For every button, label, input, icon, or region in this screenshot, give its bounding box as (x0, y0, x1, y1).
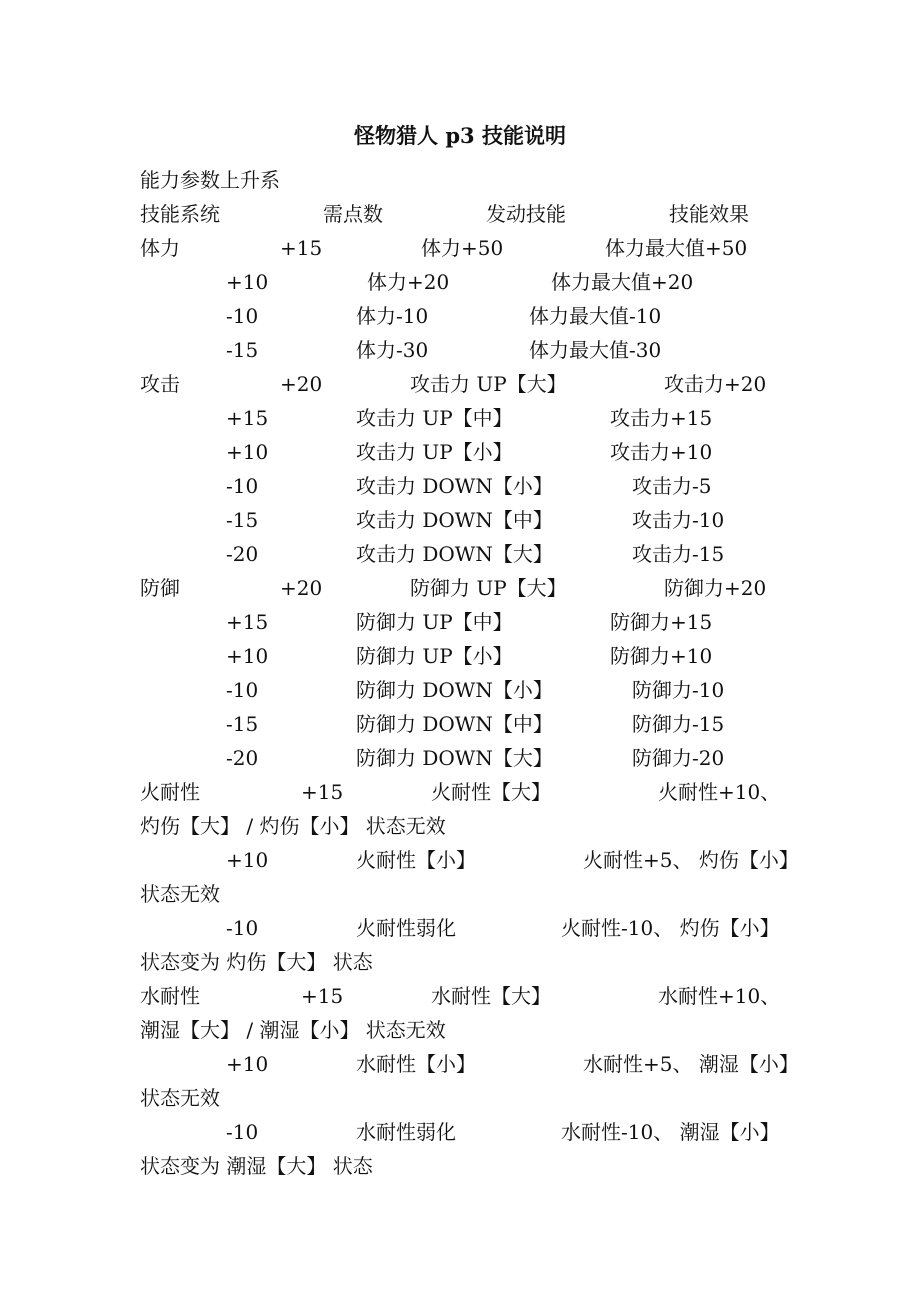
table-header (0, 197, 920, 231)
skill-name: 攻击力 DOWN【中】 (356, 508, 553, 532)
table-row (0, 673, 920, 707)
table-row-continuation (0, 1013, 920, 1047)
skill-name: 防御力 DOWN【大】 (356, 746, 553, 770)
skill-name: 火耐性【大】 (431, 780, 551, 804)
table-row (0, 333, 920, 367)
header-points: 需点数 (323, 202, 383, 226)
table-row-continuation (0, 945, 920, 979)
skill-effect: 水耐性-10、 潮湿【小】 (561, 1120, 780, 1144)
skill-name: 体力-30 (356, 338, 429, 362)
table-row (0, 503, 920, 537)
effect-continuation: 状态变为 潮湿【大】 状态 (140, 1154, 373, 1178)
skill-effect: 防御力+20 (664, 576, 767, 600)
table-row-continuation (0, 877, 920, 911)
effect-continuation: 状态无效 (140, 882, 220, 906)
skill-points: -10 (226, 916, 259, 940)
table-row (0, 979, 920, 1013)
skill-effect: 体力最大值-10 (529, 304, 662, 328)
skill-effect: 防御力+10 (610, 644, 713, 668)
header-system: 技能系统 (140, 202, 220, 226)
table-row (0, 639, 920, 673)
table-row-continuation (0, 1081, 920, 1115)
skill-name: 火耐性【小】 (356, 848, 476, 872)
table-row (0, 571, 920, 605)
skill-effect: 攻击力+15 (610, 406, 713, 430)
table-row (0, 435, 920, 469)
skill-effect: 防御力-15 (632, 712, 725, 736)
skill-points: -10 (226, 1120, 259, 1144)
skill-name: 防御力 UP【小】 (356, 644, 513, 668)
skill-name: 攻击力 UP【大】 (410, 372, 567, 396)
table-row (0, 367, 920, 401)
skill-points: +15 (280, 236, 323, 260)
skill-name: 水耐性弱化 (356, 1120, 456, 1144)
header-skill: 发动技能 (486, 202, 566, 226)
table-row (0, 265, 920, 299)
skill-name: 防御力 DOWN【中】 (356, 712, 553, 736)
skill-points: -10 (226, 474, 259, 498)
table-row (0, 401, 920, 435)
skill-points: +15 (301, 780, 344, 804)
skill-name: 防御力 UP【大】 (410, 576, 567, 600)
skill-name: 水耐性【大】 (431, 984, 551, 1008)
effect-continuation: 潮湿【大】 / 潮湿【小】 状态无效 (140, 1018, 446, 1042)
table-row (0, 911, 920, 945)
document-title: 怪物猎人 p3 技能说明 (354, 123, 566, 148)
skill-effect: 攻击力+10 (610, 440, 713, 464)
table-row (0, 843, 920, 877)
effect-continuation: 状态无效 (140, 1086, 220, 1110)
skill-points: +10 (226, 270, 269, 294)
skill-effect: 火耐性+5、 灼伤【小】 (583, 848, 799, 872)
skill-effect: 防御力-20 (632, 746, 725, 770)
skill-points: +10 (226, 440, 269, 464)
skill-points: +15 (301, 984, 344, 1008)
table-row (0, 469, 920, 503)
effect-continuation: 灼伤【大】 / 灼伤【小】 状态无效 (140, 814, 446, 838)
skill-points: +10 (226, 1052, 269, 1076)
skill-points: -10 (226, 304, 259, 328)
skill-system: 防御 (140, 576, 180, 600)
skill-system: 水耐性 (140, 984, 200, 1008)
skill-effect: 火耐性+10、 (658, 780, 781, 804)
skill-points: +15 (226, 610, 269, 634)
section-heading (0, 163, 920, 197)
skill-effect: 体力最大值+50 (605, 236, 748, 260)
skill-name: 攻击力 UP【小】 (356, 440, 513, 464)
skill-name: 火耐性弱化 (356, 916, 456, 940)
table-row (0, 537, 920, 571)
table-row (0, 1115, 920, 1149)
section-label: 能力参数上升系 (140, 168, 280, 192)
skill-name: 体力+50 (421, 236, 504, 260)
skill-points: +15 (226, 406, 269, 430)
skill-points: +20 (280, 576, 323, 600)
skill-effect: 防御力-10 (632, 678, 725, 702)
skill-points: +10 (226, 848, 269, 872)
table-row (0, 741, 920, 775)
skill-points: +10 (226, 644, 269, 668)
skill-points: -15 (226, 338, 259, 362)
skill-name: 攻击力 UP【中】 (356, 406, 513, 430)
table-row (0, 775, 920, 809)
skill-points: -20 (226, 542, 259, 566)
skill-system: 体力 (140, 236, 180, 260)
skill-effect: 攻击力-10 (632, 508, 725, 532)
skill-name: 体力+20 (367, 270, 450, 294)
table-row (0, 299, 920, 333)
skill-points: +20 (280, 372, 323, 396)
skill-points: -15 (226, 508, 259, 532)
skill-effect: 攻击力-5 (632, 474, 712, 498)
skill-effect: 火耐性-10、 灼伤【小】 (561, 916, 780, 940)
skill-effect: 防御力+15 (610, 610, 713, 634)
skill-points: -10 (226, 678, 259, 702)
skill-effect: 攻击力+20 (664, 372, 767, 396)
skill-effect: 水耐性+10、 (658, 984, 781, 1008)
skill-points: -20 (226, 746, 259, 770)
skill-effect: 体力最大值+20 (551, 270, 694, 294)
skill-effect: 攻击力-15 (632, 542, 725, 566)
skill-effect: 水耐性+5、 潮湿【小】 (583, 1052, 799, 1076)
table-row (0, 605, 920, 639)
skill-system: 攻击 (140, 372, 180, 396)
skill-name: 攻击力 DOWN【小】 (356, 474, 553, 498)
skill-name: 防御力 DOWN【小】 (356, 678, 553, 702)
table-row (0, 231, 920, 265)
skill-name: 体力-10 (356, 304, 429, 328)
skill-name: 水耐性【小】 (356, 1052, 476, 1076)
effect-continuation: 状态变为 灼伤【大】 状态 (140, 950, 373, 974)
skill-effect: 体力最大值-30 (529, 338, 662, 362)
header-effect: 技能效果 (669, 202, 749, 226)
table-row-continuation (0, 1149, 920, 1183)
skill-system: 火耐性 (140, 780, 200, 804)
table-row (0, 1047, 920, 1081)
skill-name: 攻击力 DOWN【大】 (356, 542, 553, 566)
skill-points: -15 (226, 712, 259, 736)
table-row (0, 707, 920, 741)
table-row-continuation (0, 809, 920, 843)
skill-name: 防御力 UP【中】 (356, 610, 513, 634)
